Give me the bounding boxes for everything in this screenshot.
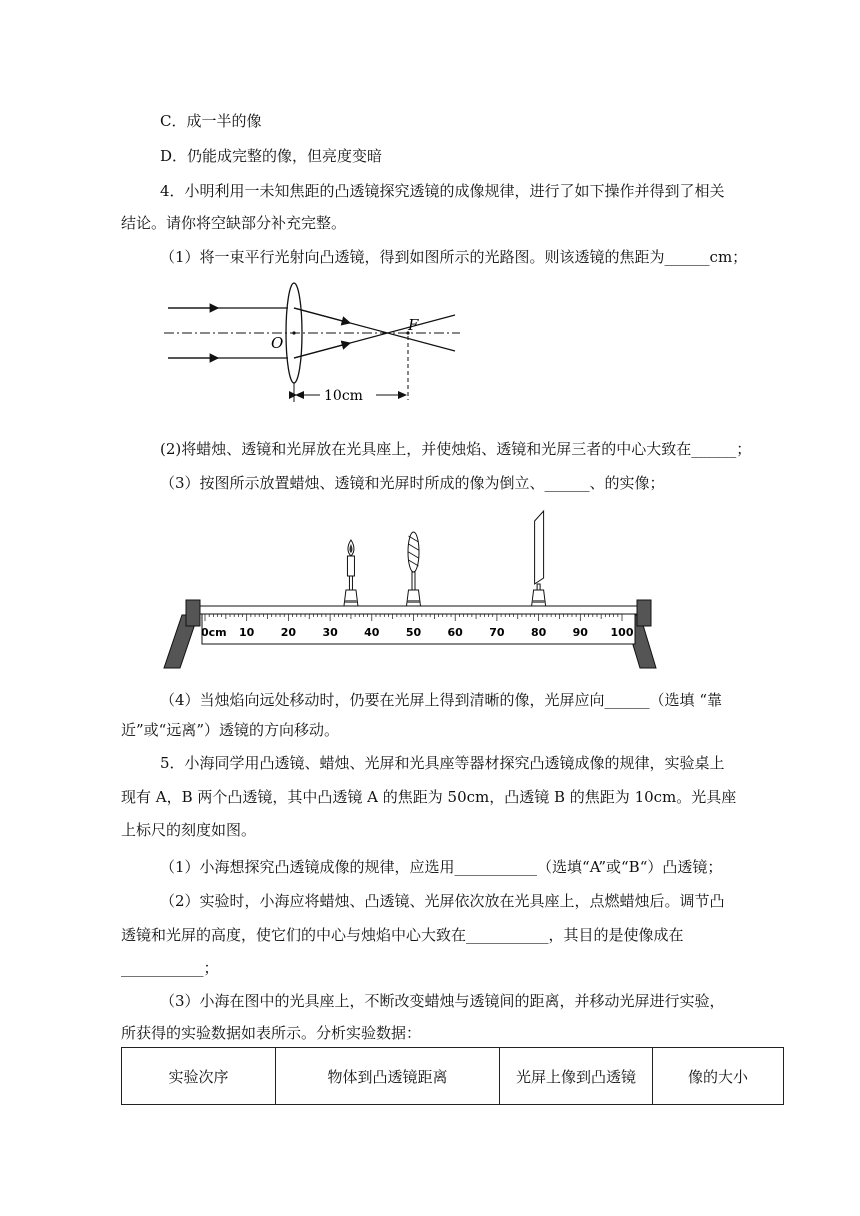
option-c: C．成一半的像 [160,112,262,130]
lens-holder [407,532,421,606]
scale-tick-label: 0cm [201,626,227,639]
question-5-part2-line2: 透镜和光屏的高度，使它们的中心与烛焰中心大致在___________，其目的是使像成在 [121,926,684,944]
question-4-part2: (2)将蜡烛、透镜和光屏放在光具座上，并使烛焰、透镜和光屏三者的中心大致在______； [160,440,752,458]
question-5-part2-line3: ___________； [121,959,219,977]
question-4-part4-line1: （4）当烛焰向远处移动时，仍要在光屏上得到清晰的像，光屏应向______（选填 “靠 [160,691,722,709]
question-5-part1: （1）小海想探究凸透镜成像的规律，应选用___________（选填“A”或“B“）凸透镜； [160,858,723,876]
candle [344,540,358,606]
center-label: O [271,334,284,352]
bench-end-right [637,600,651,626]
scale-tick-label: 60 [447,626,463,639]
candle-body [347,556,354,576]
candle-holder [344,590,358,606]
question-5-stem-line3: 上标尺的刻度如图。 [121,821,257,839]
scale-tick-label: 30 [322,626,338,639]
scale-tick-label: 50 [405,626,422,639]
optical-center-dot [292,331,295,334]
scale-tick-label: 90 [572,626,588,639]
scale-tick-label: 20 [280,626,297,639]
bench-rail [200,606,637,614]
focus-label: F [408,316,419,334]
question-5-stem-line1: 5．小海同学用凸透镜、蜡烛、光屏和光具座等器材探究凸透镜成像的规律，实验桌上 [160,754,725,772]
header-cell-image-size: 像的大小 [653,1048,784,1105]
screen-panel [535,511,544,584]
option-d: D．仍能成完整的像，但亮度变暗 [160,147,383,165]
question-4-stem-line2: 结论。请你将空缺部分补充完整。 [121,214,347,232]
table-header-row [122,1048,784,1105]
scale-tick-label: 100 [610,626,634,639]
question-5-part3-line1: （3）小海在图中的光具座上，不断改变蜡烛与透镜间的距离，并移动光屏进行实验， [160,992,725,1010]
lens-ray-diagram [150,280,470,406]
bench-end-left [186,600,200,626]
question-4-stem-line1: 4．小明利用一未知焦距的凸透镜探究透镜的成像规律，进行了如下操作并得到了相关 [160,182,725,200]
bench-lens [408,532,419,572]
question-4-part1: （1）将一束平行光射向凸透镜，得到如图所示的光路图。则该透镜的焦距为______cm； [160,248,748,266]
question-4-part3: （3）按图所示放置蜡烛、透镜和光屏时所成的像为倒立、______、的实像； [160,474,665,492]
scale-tick-label: 10 [239,626,255,639]
scale-tick-label: 80 [530,626,547,639]
light-screen [532,511,546,606]
scale-tick-label: 40 [364,626,380,639]
question-4-part4-line2: 近”或“远离”）透镜的方向移动。 [121,721,340,739]
header-cell-image-distance: 光屏上像到凸透镜 [500,1048,653,1105]
header-cell-trial: 实验次序 [122,1048,276,1105]
header-cell-object-distance: 物体到凸透镜距离 [276,1048,500,1105]
question-5-stem-line2: 现有 A，B 两个凸透镜，其中凸透镜 A 的焦距为 50cm，凸透镜 B 的焦距为 10cm。光具座 [121,788,737,806]
question-5-part3-line2: 所获得的实验数据如表所示。分析实验数据： [121,1024,422,1042]
distance-label: 10cm [324,388,363,404]
experiment-data-table [121,1047,784,1105]
question-5-part2-line1: （2）实验时，小海应将蜡烛、凸透镜、光屏依次放在光具座上，点燃蜡烛后。调节凸 [160,892,725,910]
optical-bench-diagram [160,505,660,673]
scale-tick-label: 70 [489,626,505,639]
